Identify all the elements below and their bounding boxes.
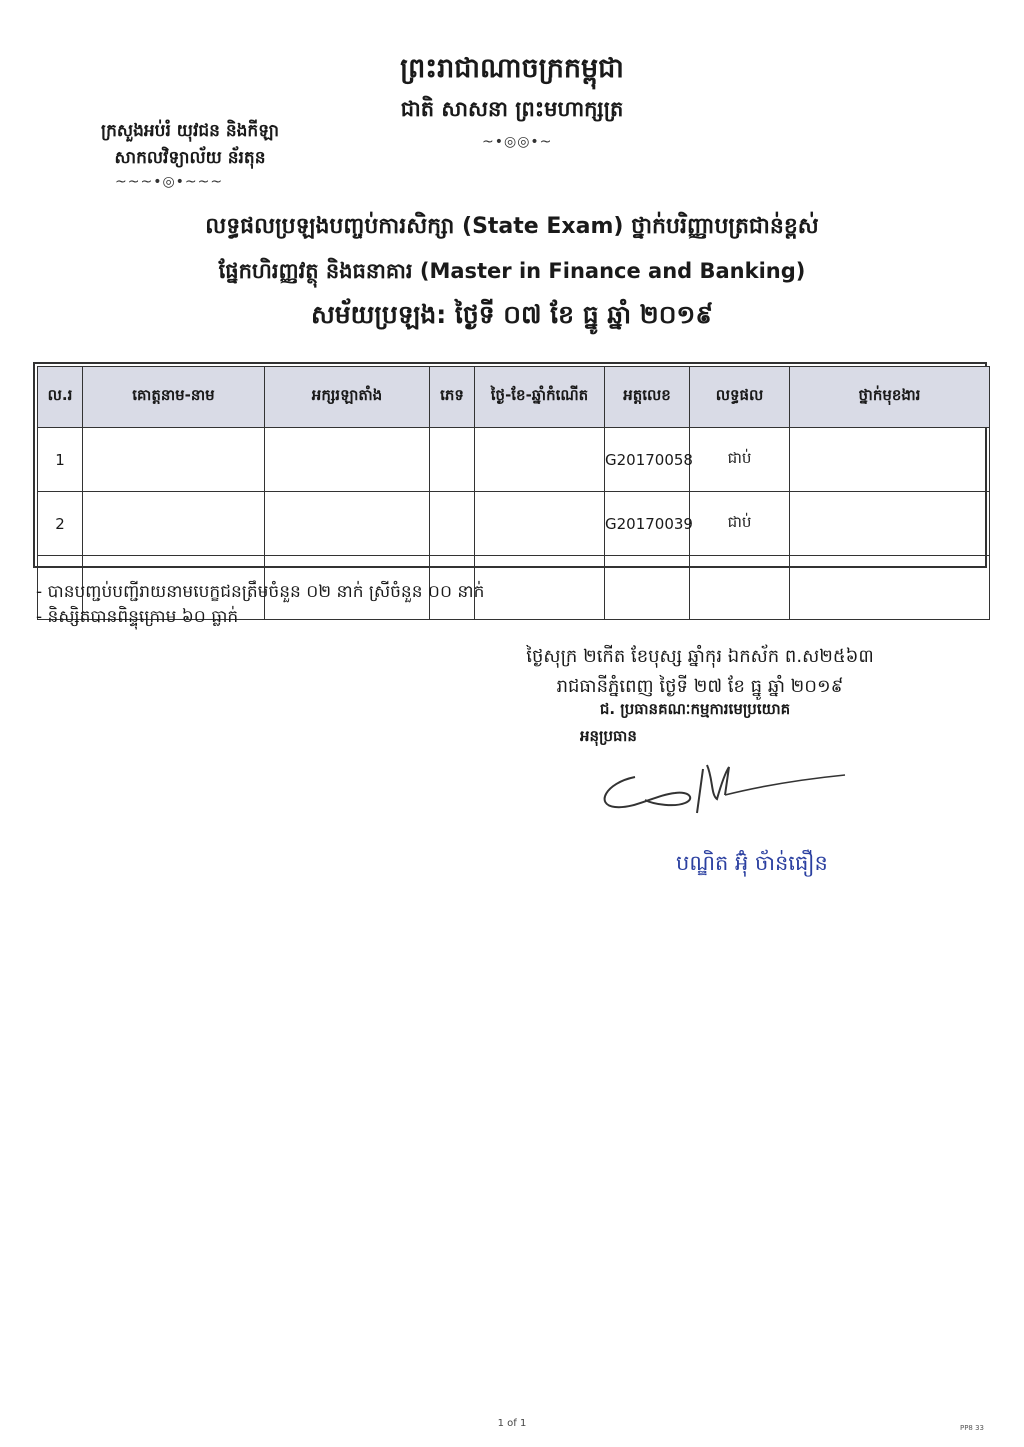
ministry-block (55, 118, 325, 172)
col-header-dob: ថ្ងៃ-ខែ-ឆ្នាំកំណើត (475, 367, 605, 428)
note-fail-rule: - និស្សិតបានពិន្ទុក្រោម ៦០ ធ្លាក់ (36, 607, 239, 627)
nation-motto: ជាតិ សាសនា ព្រះមហាក្សត្រ (400, 97, 624, 121)
col-header-sex: ភេទ (430, 367, 475, 428)
row-latin (265, 492, 430, 556)
col-header-position: ថ្នាក់មុខងារ (790, 367, 990, 428)
signatory-title: ជ. ប្រធានគណៈកម្មការមេប្រយោគ (599, 700, 791, 718)
lunar-date: ថ្ងៃសុក្រ ២កើត ខែបុស្ស ឆ្នាំកុរ ឯកស័ក ព.ស២៥៦៣ (526, 646, 874, 667)
kingdom-title: ព្រះរាជាណាចក្រកម្ពុជា (400, 53, 624, 84)
row-position (790, 428, 990, 492)
row-name (83, 428, 265, 492)
ornament-divider-left: ~~~•◎•~~~ (115, 174, 224, 190)
notes-block (36, 580, 484, 630)
row-student-id: G20170039 (605, 492, 690, 556)
row-name (83, 492, 265, 556)
row-number: 1 (38, 428, 83, 492)
ministry-name: ក្រសួងអប់រំ យុវជន និងកីឡា (101, 121, 279, 141)
document-title: លទ្ធផលប្រឡងបញ្ចប់ការសិក្សា (State Exam) ថ្នាក់បរិញ្ញាបត្រជាន់ខ្ពស់ (205, 214, 819, 239)
handwritten-signature (595, 755, 855, 825)
ornament-divider-top: ~•◎◎•~ (482, 134, 553, 150)
table-row (38, 428, 990, 492)
solar-date: រាជធានីភ្នំពេញ ថ្ងៃទី ២៧ ខែ ធ្នូ ឆ្នាំ ២០១៩ (556, 676, 844, 697)
col-header-no: ល.រ (38, 367, 83, 428)
row-position (790, 492, 990, 556)
program-title: ផ្នែកហិរញ្ញវត្ថុ និងធនាគារ (Master in Finance and Banking) (218, 259, 806, 283)
row-result: ជាប់ (690, 492, 790, 556)
university-name: សាកលវិទ្យាល័យ ន័រតុន (114, 148, 266, 168)
table-row (38, 492, 990, 556)
col-header-name: គោត្តនាម-នាម (83, 367, 265, 428)
row-result: ជាប់ (690, 428, 790, 492)
signatory-deputy: អនុប្រធាន (580, 727, 637, 745)
row-number: 2 (38, 492, 83, 556)
date-block (480, 642, 920, 702)
note-candidate-count: - បានបញ្ជប់បញ្ជីរាយនាមបេក្ខជនត្រឹមចំនួន ០២ នាក់ ស្រីចំនួន ០០ នាក់ (36, 582, 485, 602)
row-dob (475, 492, 605, 556)
row-dob (475, 428, 605, 492)
exam-session: សម័យប្រឡង: ថ្ងៃទី ០៧ ខែ ធ្នូ ឆ្នាំ ២០១៩ (310, 300, 714, 329)
footer-code: PP8 33 (959, 1424, 984, 1432)
row-sex (430, 492, 475, 556)
row-latin (265, 428, 430, 492)
row-student-id: G20170058 (605, 428, 690, 492)
col-header-result: លទ្ធផល (690, 367, 790, 428)
row-sex (430, 428, 475, 492)
page-number: 1 of 1 (497, 1418, 527, 1429)
col-header-id: អត្តលេខ (605, 367, 690, 428)
table-header-row (38, 367, 990, 428)
signer-name: បណ្ឌិត អ៊ុំ ច័ាន់ធឿន (676, 851, 828, 875)
col-header-latin: អក្សរឡាតាំង (265, 367, 430, 428)
